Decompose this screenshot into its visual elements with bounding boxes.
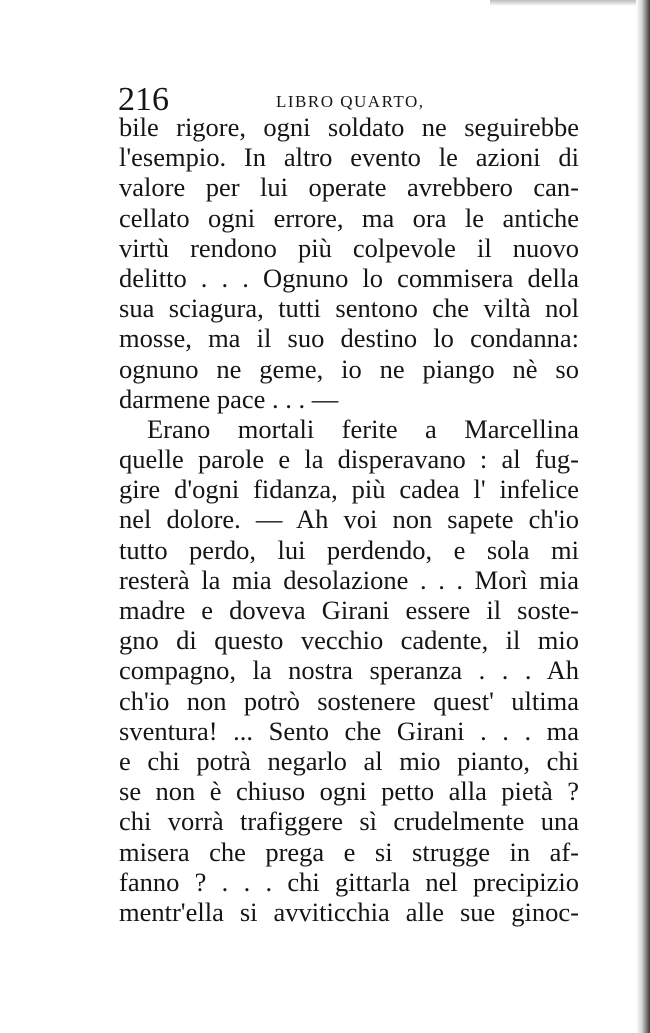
text-line: gire d'ogni fidanza, più cadea l' infelice (119, 474, 579, 505)
text-line: tutto perdo, lui perdendo, e sola mi (119, 534, 579, 565)
text-line: mentr'ella si avviticchia alle sue ginoc- (119, 896, 579, 927)
text-line: sventura! ... Sento che Girani . . . ma (119, 715, 579, 746)
text-line: chi vorrà trafiggere sì crudelmente una (119, 806, 579, 837)
running-head: LIBRO QUARTO, (276, 92, 425, 111)
text-line: compagno, la nostra speranza . . . Ah (119, 655, 579, 686)
text-line: madre e doveva Girani essere il soste- (119, 595, 579, 625)
text-line: misera che prega e si strugge in af- (119, 836, 579, 867)
text-line: ognuno ne geme, io ne piango nè so (119, 353, 579, 384)
text-line: valore per lui operate avrebbero can- (119, 172, 579, 203)
text-line: bile rigore, ogni soldato ne seguirebbe (119, 112, 579, 142)
page-edge-shadow-top (490, 0, 650, 6)
text-line: nel dolore. — Ah voi non sapete ch'io (119, 504, 579, 535)
text-line: gno di questo vecchio cadente, il mio (119, 625, 579, 656)
text-line: fanno ? . . . chi gittarla nel precipizio (119, 866, 579, 897)
text-line: ch'io non potrò sostenere quest' ultima (119, 685, 579, 716)
text-line: quelle parole e la disperavano : al fug- (119, 444, 579, 475)
text-line: mosse, ma il suo destino lo condanna: (119, 323, 579, 354)
text-line: virtù rendono più colpevole il nuovo (119, 232, 579, 263)
text-line: se non è chiuso ogni petto alla pietà ? (119, 776, 579, 807)
text-line-paragraph-start: Erano mortali ferite a Marcellina (147, 413, 579, 444)
page-edge-shadow-right (636, 0, 650, 1033)
text-line: e chi potrà negarlo al mio pianto, chi (119, 745, 579, 776)
text-line-paragraph-end: darmene pace . . . — (119, 383, 339, 414)
page-number: 216 (118, 81, 169, 118)
text-line: delitto . . . Ognuno lo commisera della (119, 262, 579, 293)
text-line: sua sciagura, tutti sentono che viltà nol (119, 293, 579, 324)
body-text (119, 112, 579, 927)
text-line: resterà la mia desolazione . . . Morì mia (119, 564, 579, 595)
text-line: cellato ogni errore, ma ora le antiche (119, 202, 579, 233)
text-line: l'esempio. In altro evento le azioni di (119, 142, 579, 173)
